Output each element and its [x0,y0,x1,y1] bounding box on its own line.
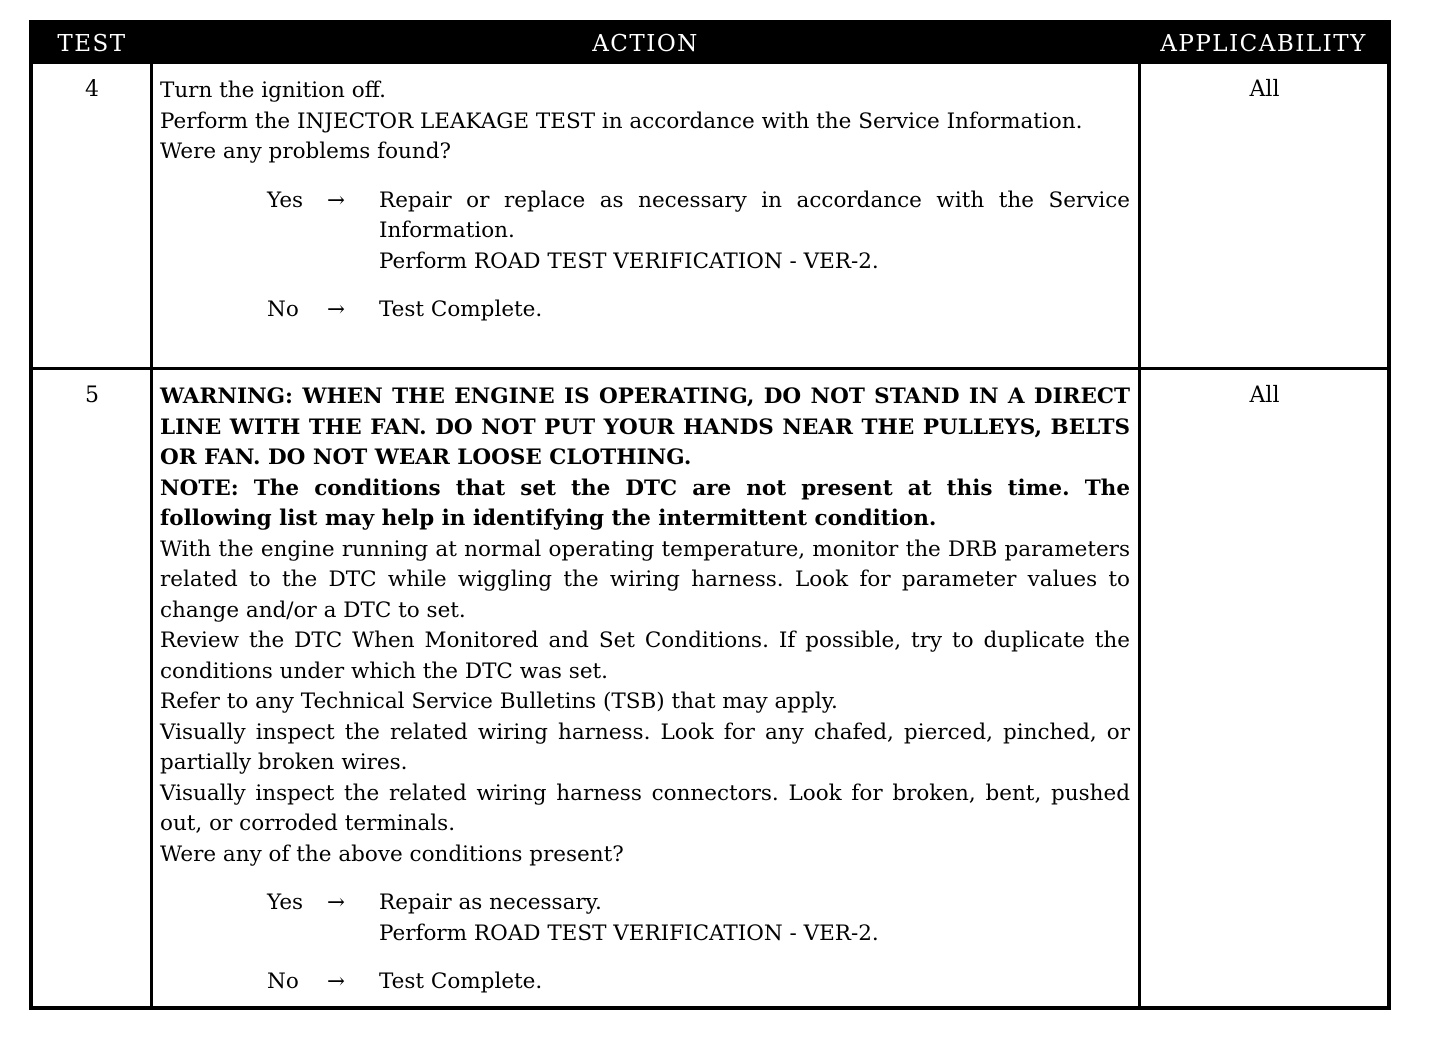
yes-response [267,186,1130,278]
note-text: NOTE: The conditions that set the DTC are not present at this time. The following list may help in identifying the intermittent condition. [160,475,1130,531]
action-cell [160,76,1130,326]
yes-instruction-line: Perform ROAD TEST VERIFICATION - VER-2. [379,920,879,946]
no-label: No [267,297,299,322]
warning-text: WARNING: WHEN THE ENGINE IS OPERATING, DO NOT STAND IN A DIRECT LINE WITH THE FAN. DO NOT PUT YOUR HANDS NEAR THE PULLEYS, BELTS OR FAN. DO NOT WEAR LOOSE CLOTHING. [160,384,1130,470]
arrow-right-icon: → [327,187,346,213]
action-step: Refer to any Technical Service Bulletins (TSB) that may apply. [160,689,838,714]
action-step: With the engine running at normal operating temperature, monitor the DRB parameters related to the DTC while wiggling the wiring harness. Look for parameter values to change and/or a DTC to set. [160,536,1130,623]
test-number: 5 [85,383,99,408]
yes-instruction-line: Repair or replace as necessary in accordance with the Service Information. [379,187,1130,243]
header-action: ACTION [592,31,699,57]
diagnostic-table [29,20,1391,1010]
action-question: Were any of the above conditions present? [160,841,624,867]
applicability-value: All [1249,77,1280,102]
action-step: Turn the ignition off. [160,78,386,103]
no-instruction-line: Test Complete. [379,969,543,994]
action-step: Visually inspect the related wiring harness connectors. Look for broken, bent, pushed out, or corroded terminals. [160,780,1130,836]
no-instruction-line: Test Complete. [379,297,543,322]
table-header [33,24,1387,64]
yes-instructions [379,888,1130,949]
action-step: Review the DTC When Monitored and Set Conditions. If possible, try to duplicate the conditions under which the DTC was set. [160,628,1130,684]
no-response [267,295,1130,326]
arrow-right-icon: → [327,969,346,994]
yes-label: Yes [267,187,304,213]
test-number: 4 [85,77,99,102]
arrow-right-icon: → [327,890,346,915]
yes-label: Yes [267,890,304,915]
yes-instruction-line: Perform ROAD TEST VERIFICATION - VER-2. [379,248,879,274]
no-response [267,967,1130,998]
no-instructions [379,295,1130,326]
action-cell [160,382,1130,998]
arrow-right-icon: → [327,297,346,322]
yes-instructions [379,186,1130,278]
action-step: Visually inspect the related wiring harness. Look for any chafed, pierced, pinched, or partially broken wires. [160,719,1130,775]
header-test: TEST [57,31,127,57]
responses [160,888,1130,998]
applicability-value: All [1249,383,1280,408]
table-row-test-5 [33,370,1387,1010]
no-instructions [379,967,1130,998]
action-step: Perform the INJECTOR LEAKAGE TEST in accordance with the Service Information. [160,108,1083,134]
action-question: Were any problems found? [160,139,452,164]
no-label: No [267,969,299,994]
responses [160,186,1130,326]
yes-instruction-line: Repair as necessary. [379,890,602,915]
table-row-test-4 [33,64,1387,367]
header-applicability: APPLICABILITY [1160,31,1367,57]
yes-response [267,888,1130,949]
